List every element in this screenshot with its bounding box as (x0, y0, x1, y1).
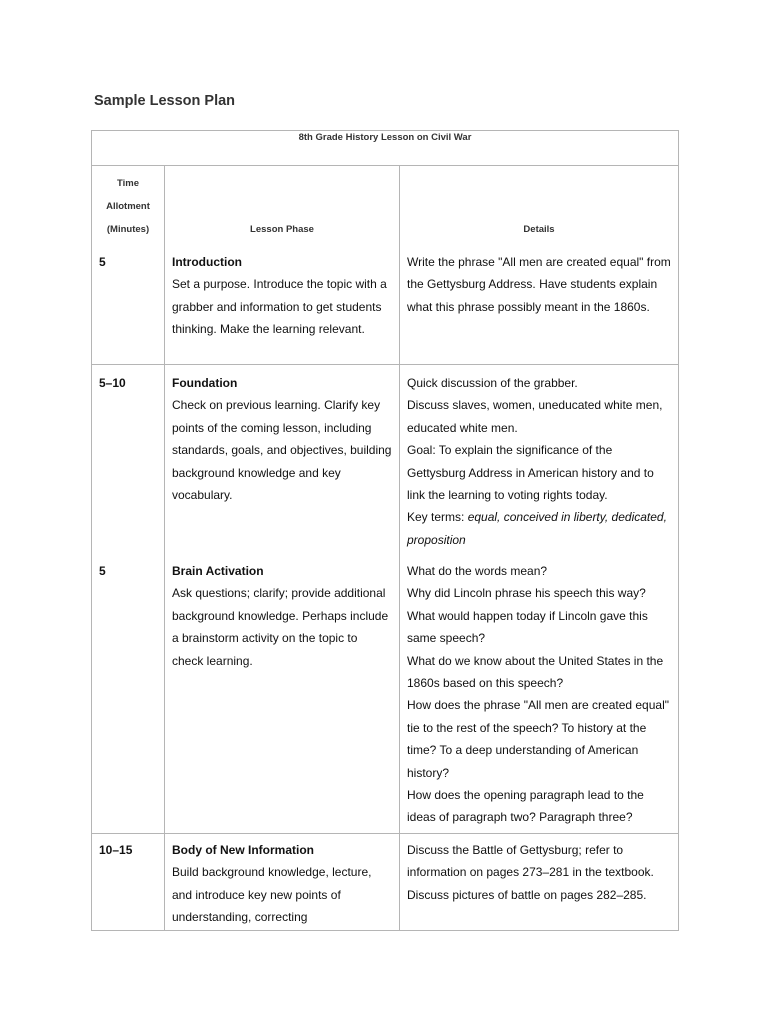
row-detail: Discuss the Battle of Gettysburg; refer to information on pages 273–281 in the textbook. (407, 843, 654, 880)
row-detail: What would happen today if Lincoln gave this same speech? (407, 608, 648, 646)
row-phase-title: Foundation (172, 376, 238, 390)
row-time: 5–10 (99, 376, 126, 390)
row-time: 5 (99, 564, 106, 578)
key-terms-value: equal, conceived in liberty, dedicated, proposition (407, 510, 667, 547)
table-row (92, 834, 679, 931)
row-detail: What do the words mean? (407, 564, 548, 578)
row-phase-title: Body of New Information (172, 843, 314, 857)
row-detail: Goal: To explain the significance of the Gettysburg Address in American history and to link the learning to voting rights today. (407, 443, 654, 503)
header-time-line: Allotment (106, 201, 150, 212)
row-detail: Why did Lincoln phrase his speech this way? (407, 586, 646, 601)
lesson-plan-table (91, 130, 679, 931)
table-row (92, 555, 679, 834)
header-details: Details (400, 166, 679, 242)
key-terms-label: Key terms: (407, 510, 468, 525)
document-title: Sample Lesson Plan (94, 93, 236, 109)
row-time: 5 (99, 255, 106, 269)
row-detail: How does the phrase "All men are created equal" tie to the rest of the speech? To history at the time? To a deep understanding of American history? (407, 698, 670, 780)
table-row (92, 241, 679, 365)
row-phase-text: Set a purpose. Introduce the topic with a grabber and information to get students thinking. Make the learning relevant. (172, 277, 387, 337)
row-detail: Quick discussion of the grabber. (407, 376, 578, 390)
key-terms (407, 506, 671, 551)
row-phase-title: Brain Activation (172, 564, 264, 578)
row-detail: What do we know about the United States in the 1860s based on this speech? (407, 653, 664, 691)
row-detail: Discuss slaves, women, uneducated white men, educated white men. (407, 398, 663, 435)
row-phase-text: Ask questions; clarify; provide additional background knowledge. Perhaps include a brainstorm activity on the topic to check learning. (172, 586, 389, 668)
row-detail: Discuss pictures of battle on pages 282–285. (407, 887, 647, 902)
header-phase: Lesson Phase (165, 166, 400, 242)
header-time-line: Time (116, 178, 139, 189)
row-phase-title: Introduction (172, 255, 242, 269)
table-caption: 8th Grade History Lesson on Civil War (92, 131, 679, 166)
header-time (92, 166, 165, 242)
table-row (92, 365, 679, 556)
row-time: 10–15 (99, 843, 133, 857)
row-phase-text: Check on previous learning. Clarify key points of the coming lesson, including standards, goals, and objectives, building background knowledge and key vocabulary. (172, 398, 392, 503)
row-detail: Write the phrase "All men are created equal" from the Gettysburg Address. Have students explain what this phrase possibly meant in the 1860s. (407, 255, 671, 314)
row-detail: How does the opening paragraph lead to the ideas of paragraph two? Paragraph three? (407, 788, 644, 825)
row-phase-text: Build background knowledge, lecture, and introduce key new points of understanding, correcting (172, 865, 372, 925)
header-time-line: (Minutes) (106, 224, 150, 235)
